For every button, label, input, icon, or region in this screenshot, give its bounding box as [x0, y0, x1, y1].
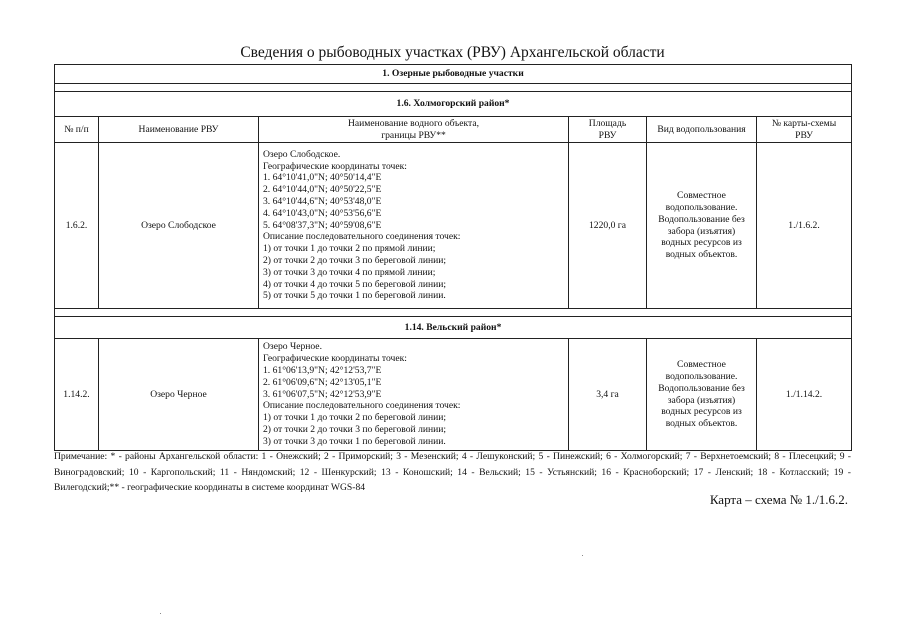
header-name: Наименование РВУ	[99, 117, 259, 143]
description-line: 2) от точки 2 до точки 3 по береговой линии;	[263, 254, 447, 266]
section-row	[55, 65, 852, 84]
usage-line: Совместное	[677, 359, 726, 371]
description-line: 2) от точки 2 до точки 3 по береговой линии;	[263, 423, 447, 435]
row-name: Озеро Черное	[99, 339, 259, 451]
district-row	[55, 92, 852, 117]
footnote: Примечание: * - районы Архангельской области: 1 - Онежский; 2 - Приморский; 3 - Мезенский; 4 - Лешуконский; 5 - Пинежский; 6 - Холмогорский; 7 - Верхнетоемский; 8 - Плесецкий; 9 - Виноградовский; 10 - Каргопольский; 11 - Няндомский; 12 - Шенкурский; 13 - Коношский; 14 - Вельский; 15 - Устьянский; 16 - Красноборский; 17 - Ленский; 18 - Котласский; 19 - Вилегодский;** - географические координаты в системе координат WGS-84	[54, 451, 851, 493]
header-object	[259, 117, 569, 143]
usage-line: водных объектов.	[665, 249, 738, 261]
description-line: 1) от точки 1 до точки 2 по береговой линии;	[263, 412, 447, 424]
usage-line: забора (изъятия)	[667, 394, 736, 406]
description-line: Географические координаты точек:	[263, 160, 407, 172]
row-map: 1./1.14.2.	[757, 339, 852, 451]
row-usage	[647, 143, 757, 309]
spacer-cell	[55, 309, 852, 317]
description-line: 2. 61°06'09,6"N; 42°13'05,1"E	[263, 376, 382, 388]
header-num: № п/п	[55, 117, 99, 143]
spacer-cell	[55, 84, 852, 92]
header-map-line: РВУ	[795, 129, 813, 141]
description-line: 3. 64°10'44,6"N; 40°53'48,0"E	[263, 196, 382, 207]
description-line: 4. 64°10'43,0"N; 40°53'56,6"E	[263, 207, 382, 219]
row-description	[259, 339, 569, 451]
header-row	[55, 117, 852, 143]
header-area-line: Площадь	[588, 117, 627, 129]
rvu-table	[54, 64, 852, 451]
row-num: 1.14.2.	[55, 339, 99, 451]
row-name: Озеро Слободское	[99, 143, 259, 309]
header-object-line: границы РВУ**	[381, 129, 446, 141]
header-usage: Вид водопользования	[647, 117, 757, 143]
description-line: 5) от точки 5 до точки 1 по береговой линии.	[263, 290, 446, 302]
description-line: 5. 64°08'37,3"N; 40°59'08,6"E	[263, 219, 382, 231]
description-line: 1. 64°10'41,0"N; 40°50'14,4"E	[263, 172, 382, 184]
description-line: Озеро Черное.	[263, 341, 322, 353]
description-line: Озеро Слободское.	[263, 148, 341, 160]
row-area: 3,4 га	[569, 339, 647, 451]
district-row	[55, 317, 852, 339]
usage-line: забора (изъятия)	[667, 225, 736, 237]
page-title: Сведения о рыбоводных участках (РВУ) Архангельской области	[240, 44, 665, 61]
scheme-label: Карта – схема № 1./1.6.2.	[709, 492, 848, 507]
usage-line: водных ресурсов из	[661, 237, 742, 249]
header-object-line: Наименование водного объекта,	[347, 117, 479, 129]
header-area-line: РВУ	[598, 129, 617, 141]
description-line: 4) от точки 4 до точки 5 по береговой линии;	[263, 278, 447, 290]
description-line: 3) от точки 3 до точки 1 по береговой линии.	[263, 435, 446, 447]
header-map-line: № карты-схемы	[771, 117, 837, 129]
row-description	[259, 143, 569, 309]
scan-speck	[160, 613, 161, 614]
data-row	[55, 339, 852, 451]
usage-line: водопользование.	[665, 201, 738, 213]
header-area	[569, 117, 647, 143]
row-map: 1./1.6.2.	[757, 143, 852, 309]
description-line: 1) от точки 1 до точки 2 по прямой линии;	[263, 243, 436, 255]
usage-line: Водопользование без	[658, 213, 745, 225]
usage-line: Совместное	[677, 190, 726, 202]
row-area: 1220,0 га	[569, 143, 647, 309]
row-usage	[647, 339, 757, 451]
description-line: 3. 61°06'07,5"N; 42°12'53,9"E	[263, 388, 382, 400]
usage-line: водных ресурсов из	[661, 406, 742, 418]
description-line: 3) от точки 3 до точки 4 по прямой линии;	[263, 266, 436, 278]
spacer-row	[55, 309, 852, 317]
description-line: Географические координаты точек:	[263, 353, 407, 365]
row-num: 1.6.2.	[55, 143, 99, 309]
description-line: Описание последовательного соединения точек:	[263, 400, 461, 412]
data-row	[55, 143, 852, 309]
spacer-row	[55, 84, 852, 92]
header-map	[757, 117, 852, 143]
usage-line: водных объектов.	[665, 418, 738, 430]
district-title: 1.14. Вельский район*	[55, 317, 852, 339]
description-line: 2. 64°10'44,0"N; 40°50'22,5"E	[263, 184, 382, 196]
usage-line: водопользование.	[665, 370, 738, 382]
usage-line: Водопользование без	[658, 382, 745, 394]
scan-speck	[582, 555, 583, 556]
section-title: 1. Озерные рыбоводные участки	[55, 65, 852, 84]
description-line: Описание последовательного соединения точек:	[263, 231, 461, 243]
district-title: 1.6. Холмогорский район*	[55, 92, 852, 117]
description-line: 1. 61°06'13,9"N; 42°12'53,7"E	[263, 365, 382, 376]
